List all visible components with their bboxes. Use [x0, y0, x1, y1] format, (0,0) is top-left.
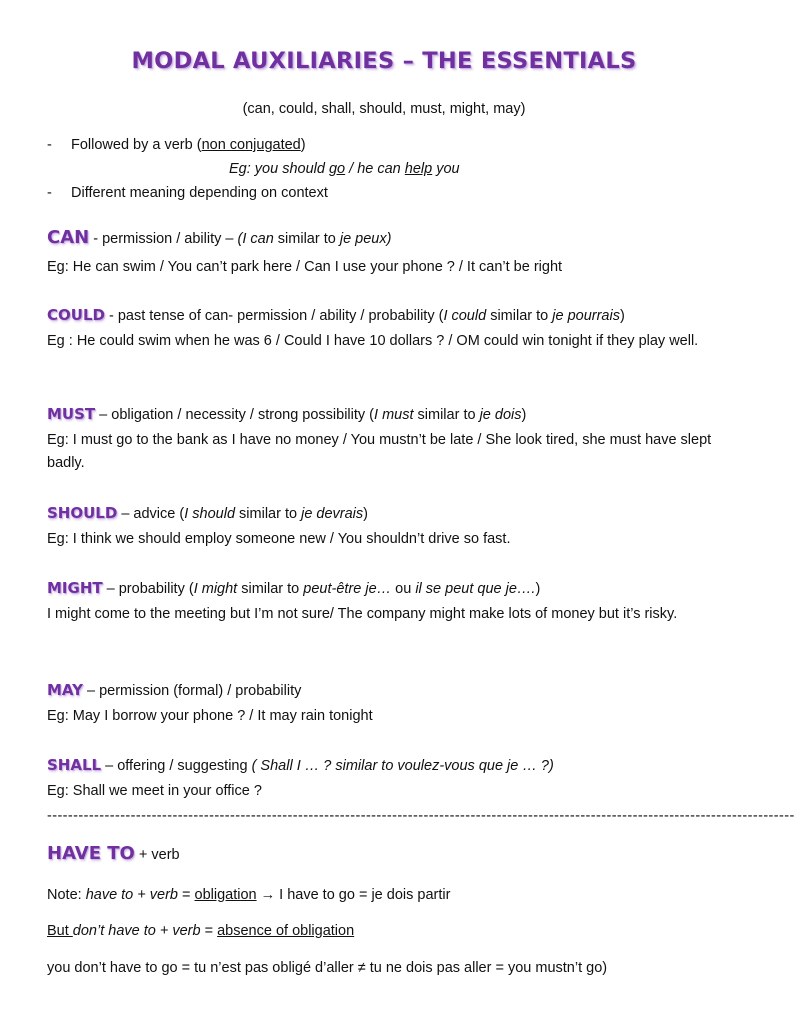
must-description: – obligation / necessity / strong possibility (	[95, 407, 375, 423]
page-title: MODAL AUXILIARIES – THE ESSENTIALS	[131, 48, 637, 74]
could-description: - past tense of can- permission / ability / probability (	[104, 308, 444, 324]
could-example: Eg : He could swim when he was 6 / Could I have 10 dollars ? / OM could win tonight if they play well.	[47, 333, 699, 349]
dashed-divider: -----------------------------------------------------------------------------------------------------------------------------------------------	[47, 808, 795, 824]
absence-of-obligation: absence of obligation	[217, 923, 355, 939]
must-italic-2: je dois	[479, 407, 522, 423]
keyword-might: MIGHT	[47, 579, 103, 597]
note-obligation: obligation	[194, 887, 257, 903]
could-italic-2: je pourrais	[552, 308, 620, 324]
keyword-may: MAY	[47, 681, 83, 699]
may-description: – permission (formal) / probability	[82, 683, 302, 699]
should-italic-2: je devrais	[301, 506, 364, 522]
might-heading	[47, 579, 728, 597]
bullet-text: Different meaning depending on context	[71, 185, 328, 201]
could-similar: similar to	[486, 308, 553, 324]
note-label: Note:	[47, 887, 86, 903]
should-description: – advice (	[117, 506, 185, 522]
might-example: I might come to the meeting but I’m not sure/ The company might make lots of money but it’s risky.	[47, 606, 678, 622]
must-heading	[47, 405, 728, 423]
might-similar: similar to	[237, 581, 304, 597]
bullet-followed-by-verb	[47, 137, 306, 153]
but-italic: don’t have to + verb	[72, 923, 201, 939]
can-similar: similar to	[273, 231, 340, 247]
should-heading	[47, 504, 728, 522]
final-line: you don’t have to go = tu n’est pas obligé d’aller ≠ tu ne dois pas aller = you mustn’t go)	[47, 960, 608, 976]
could-close: )	[619, 308, 625, 324]
bullet-dash: -	[47, 137, 52, 153]
bullet-dash: -	[47, 185, 52, 201]
note-line	[47, 887, 728, 903]
might-italic-2: peut-être je…	[303, 581, 392, 597]
might-description: – probability (	[102, 581, 194, 597]
shall-example: Eg: Shall we meet in your office ?	[47, 783, 262, 799]
example-go: go	[328, 161, 346, 177]
shall-italic: ( Shall I … ? similar to voulez-vous que je … ?)	[251, 758, 554, 774]
but-line	[47, 923, 728, 939]
might-italic-1: I might	[193, 581, 238, 597]
shall-description: – offering / suggesting	[101, 758, 252, 774]
example-line	[229, 161, 460, 177]
may-heading	[47, 681, 728, 699]
keyword-could: COULD	[47, 306, 105, 324]
have-to-heading	[47, 843, 728, 864]
should-similar: similar to	[235, 506, 302, 522]
must-italic-1: I must	[374, 407, 414, 423]
example-prefix: Eg: you should	[229, 161, 329, 177]
should-italic-1: I should	[184, 506, 236, 522]
should-close: )	[363, 506, 368, 522]
keyword-should: SHOULD	[47, 504, 118, 522]
arrow-right-icon: →	[256, 887, 280, 903]
keyword-can: CAN	[47, 227, 90, 248]
must-close: )	[521, 407, 527, 423]
example-mid: / he can	[345, 161, 405, 177]
can-heading	[47, 227, 728, 248]
keyword-must: MUST	[47, 405, 96, 423]
might-italic-3: il se peut que je….	[415, 581, 536, 597]
may-example: Eg: May I borrow your phone ? / It may rain tonight	[47, 708, 373, 724]
non-conjugated-text: non conjugated	[201, 137, 301, 153]
must-similar: similar to	[413, 407, 480, 423]
have-to-description: + verb	[134, 847, 180, 863]
but-equals: =	[200, 923, 218, 939]
bullet-text: Followed by a verb (	[71, 137, 202, 153]
example-suffix: you	[432, 161, 460, 177]
but-word: But	[47, 923, 73, 939]
bullet-different-meaning	[47, 185, 328, 201]
might-ou: ou	[391, 581, 416, 597]
should-example: Eg: I think we should employ someone new / You shouldn’t drive so fast.	[47, 531, 511, 547]
example-help: help	[404, 161, 433, 177]
bullet-text-suffix: )	[300, 137, 306, 153]
must-example: Eg: I must go to the bank as I have no money / You mustn’t be late / She look tired, she must have slept badly.	[47, 432, 712, 471]
note-equals: =	[177, 887, 195, 903]
page-subtitle: (can, could, shall, should, must, might, may)	[242, 101, 526, 117]
note-rest: I have to go = je dois partir	[279, 887, 451, 903]
keyword-shall: SHALL	[47, 756, 102, 774]
might-close: )	[535, 581, 541, 597]
can-italic-2: je peux)	[339, 231, 392, 247]
can-italic-1: (I can	[237, 231, 274, 247]
could-italic-1: I could	[443, 308, 487, 324]
note-italic: have to + verb	[85, 887, 178, 903]
shall-heading	[47, 756, 728, 774]
could-heading	[47, 306, 728, 324]
can-example: Eg: He can swim / You can’t park here / Can I use your phone ? / It can’t be right	[47, 259, 563, 275]
keyword-have-to: HAVE TO	[47, 843, 135, 864]
can-description: - permission / ability –	[89, 231, 238, 247]
